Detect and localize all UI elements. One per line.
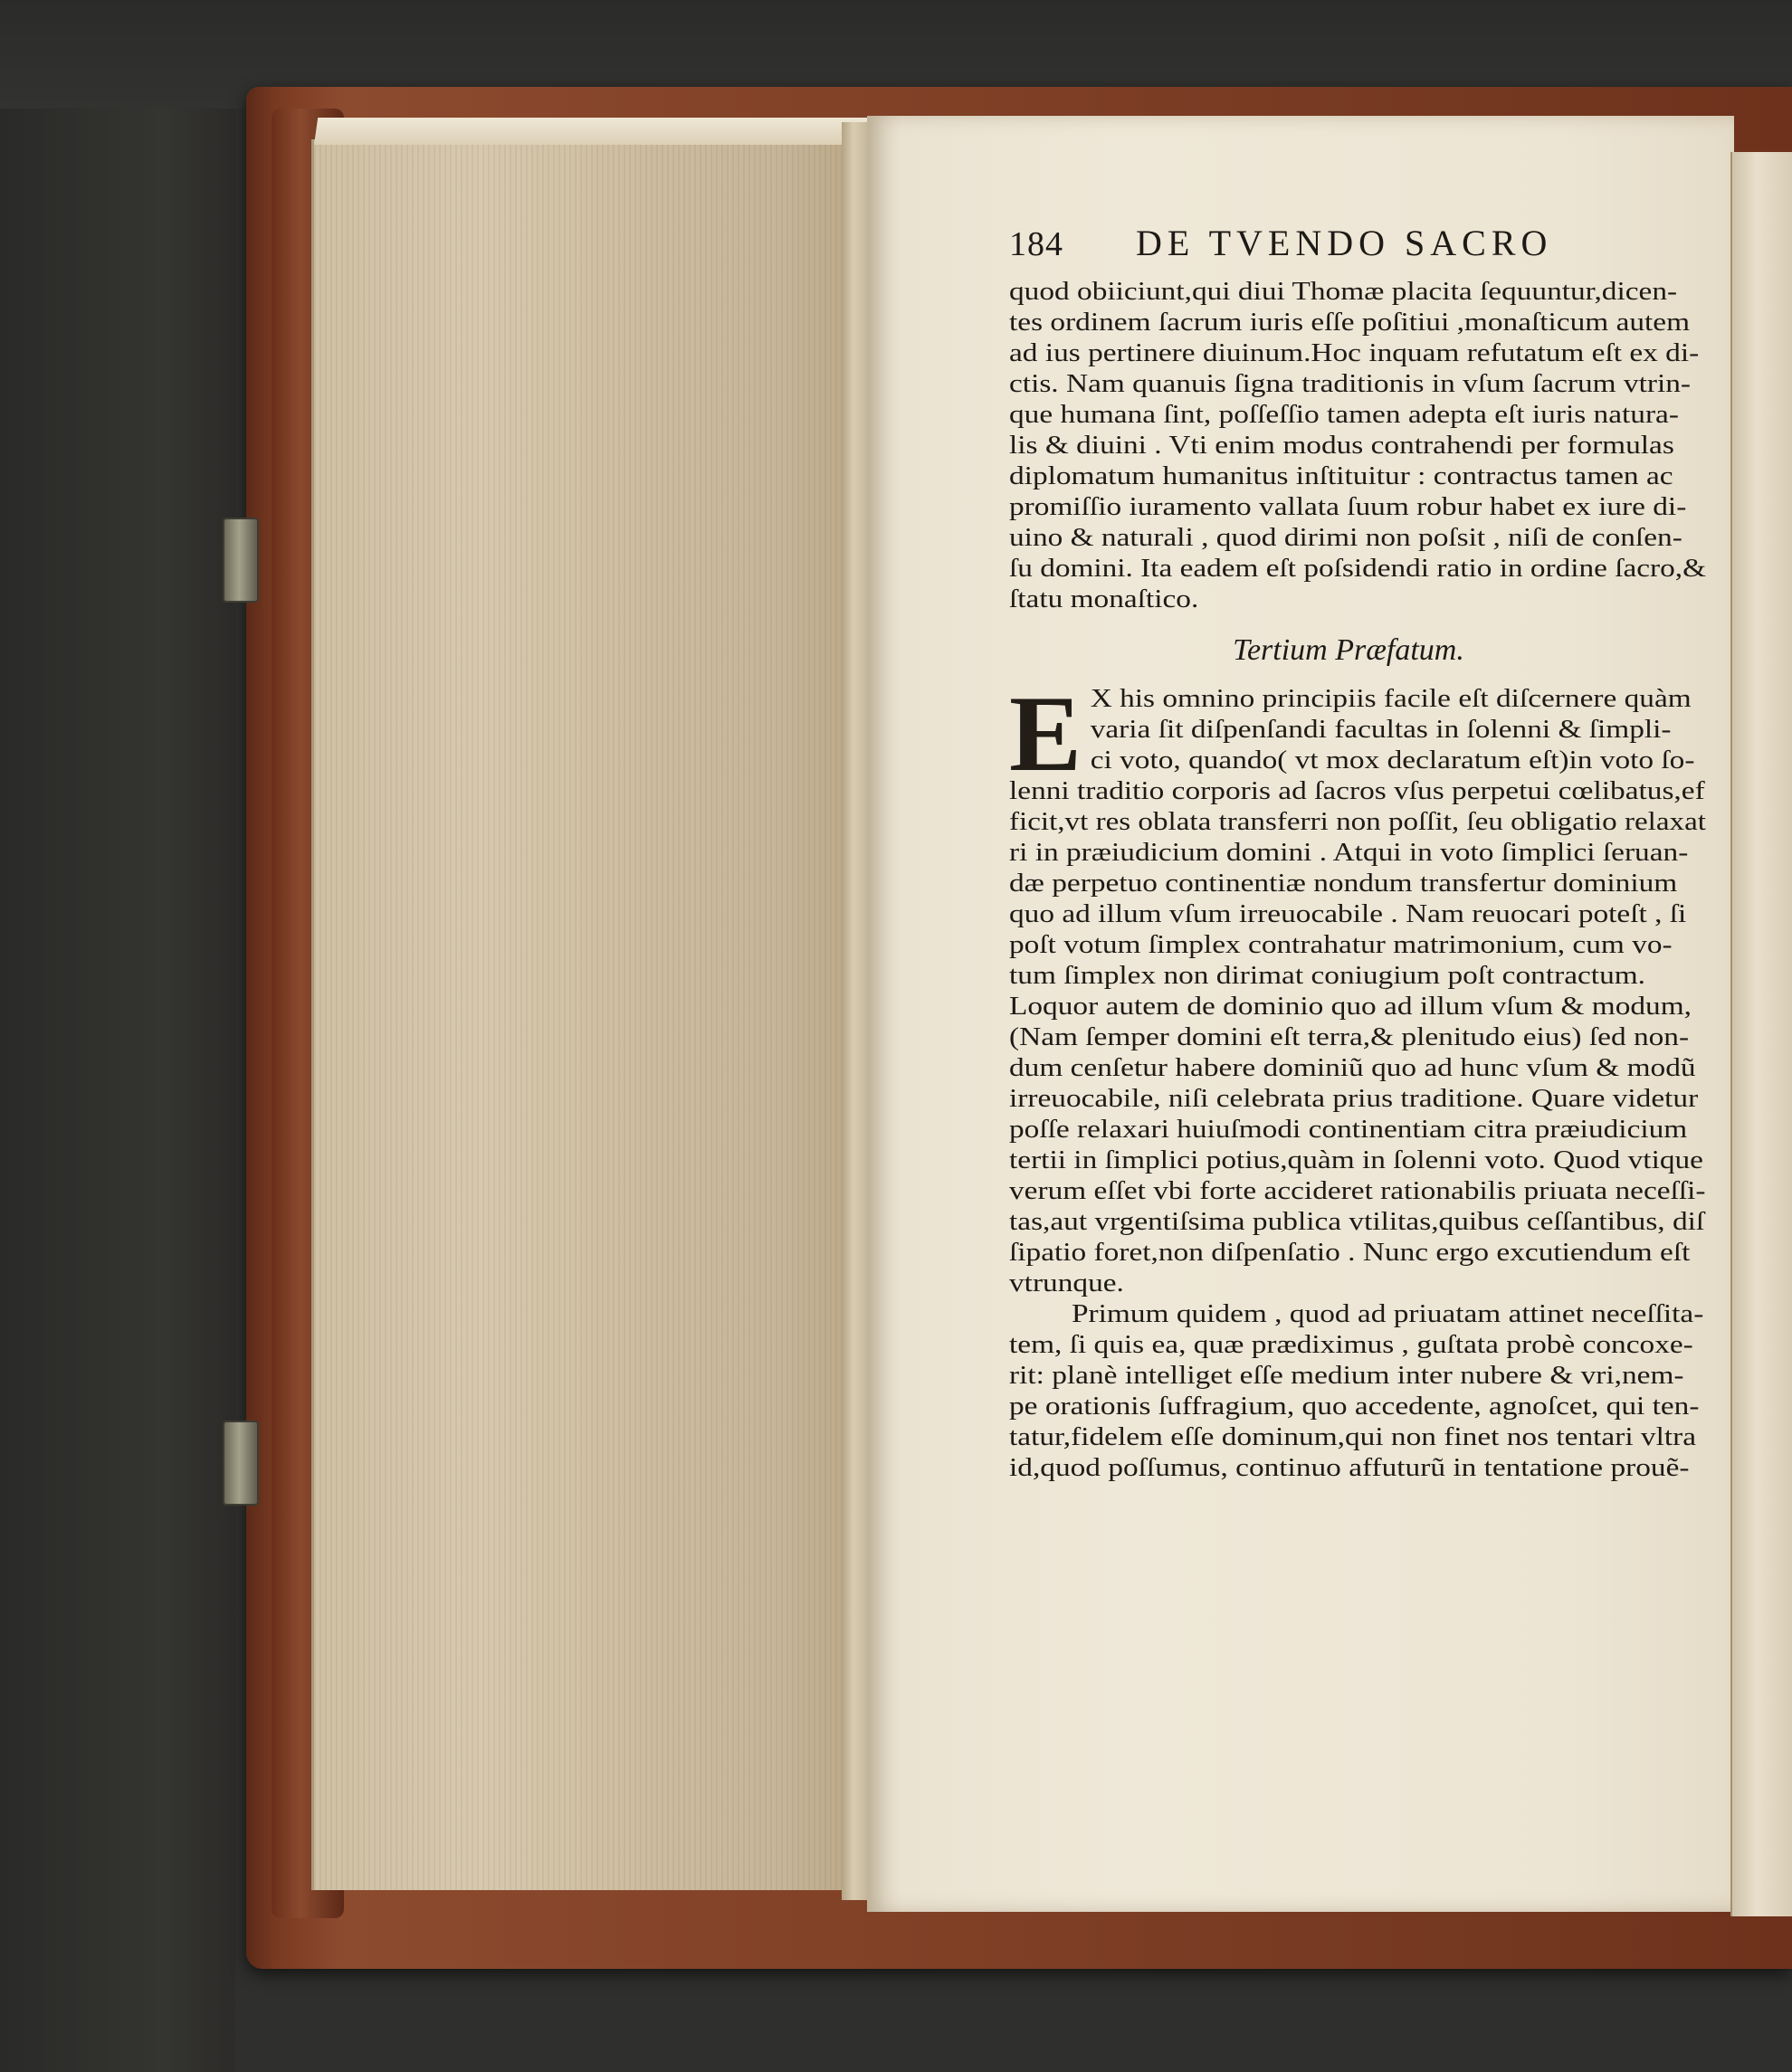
text-line: varia ſit diſpenſandi facultas in ſolenni & ſimpli-: [1090, 715, 1672, 744]
text-line: ficit,vt res oblata transferri non poſſit, ſeu obligatio relaxat: [1009, 807, 1706, 836]
paragraph-continued: [1009, 775, 1724, 1298]
background-left: [0, 0, 235, 2072]
text-line: vtrunque.: [1009, 1269, 1124, 1297]
text-line: irreuocabile, niſi celebrata prius traditione. Quare videtur: [1009, 1084, 1699, 1113]
text-line: id,quod poſſumus, continuo affuturũ in tentatione prouẽ-: [1009, 1453, 1690, 1482]
text-line: uino & naturali , quod dirimi non poſsit , niſi de conſen-: [1009, 523, 1682, 552]
clasp-upper: [223, 518, 259, 603]
text-line: X his omnino principiis facile eſt diſcernere quàm: [1090, 684, 1692, 713]
text-line: diplomatum humanitus inſtituitur : contractus tamen ac: [1009, 461, 1673, 490]
text-line: Loquor autem de dominio quo ad illum vſum & modum,: [1009, 992, 1692, 1021]
text-line: ri in præiudicium domini . Atqui in voto ſimplici ſeruan-: [1009, 838, 1689, 867]
page-number: 184: [1009, 225, 1063, 263]
section-heading: Tertium Præfatum.: [1233, 633, 1464, 667]
paragraph-primum: [1009, 1298, 1724, 1483]
text-line: ſipatio foret,non diſpenſatio . Nunc ergo excutiendum eſt: [1009, 1238, 1691, 1267]
text-line: lis & diuini . Vti enim modus contrahendi per formulas: [1009, 431, 1674, 460]
text-line: ctis. Nam quanuis ſigna traditionis in vſum ſacrum vtrin-: [1009, 369, 1692, 398]
text-line: tatur,fidelem eſſe dominum,qui non finet nos tentari vltra: [1009, 1422, 1697, 1451]
text-line: tem, ſi quis ea, quæ prædiximus , guſtata probè concoxe-: [1009, 1330, 1693, 1359]
text-line: promiſſio iuramento vallata ſuum robur habet ex iure di-: [1009, 492, 1687, 521]
page-fore-edge-block: [311, 139, 866, 1890]
text-line: verum eſſet vbi forte accideret rationabilis priuata neceſſi-: [1009, 1176, 1706, 1205]
text-line: dæ perpetuo continentiæ nondum transfertur dominium: [1009, 869, 1678, 898]
text-line: ſu domini. Ita eadem eſt poſsidendi ratio in ordine ſacro,&: [1009, 554, 1706, 583]
text-line: tum ſimplex non dirimat coniugium poſt contractum.: [1009, 961, 1646, 990]
running-title: DE TVENDO SACRO: [1136, 223, 1553, 263]
clasp-lower: [223, 1421, 259, 1506]
text-line: dum cenſetur habere dominiũ quo ad hunc vſum & modũ: [1009, 1053, 1696, 1082]
text-line: tertii in ſimplici potius,quàm in ſolenni voto. Quod vtique: [1009, 1145, 1703, 1174]
text-line: tes ordinem ſacrum iuris eſſe poſitiui ,monaſticum autem: [1009, 308, 1691, 337]
text-line: quod obiiciunt,qui diui Thomæ placita ſequuntur,dicen-: [1009, 277, 1678, 306]
page-text-block: [1009, 222, 1724, 1483]
text-line: ci voto, quando( vt mox declaratum eſt)in voto ſo-: [1090, 746, 1695, 775]
text-line: lenni traditio corporis ad ſacros vſus perpetui cœlibatus,ef: [1009, 776, 1705, 805]
text-line: Primum quidem , quod ad priuatam attinet neceſſita-: [1072, 1299, 1704, 1328]
text-line: ſtatu monaſtico.: [1009, 585, 1199, 613]
text-line: quo ad illum vſum irreuocabile . Nam reuocari poteſt , ſi: [1009, 899, 1687, 928]
text-line: rit: planè intelliget eſſe medium inter nubere & vri,nem-: [1009, 1361, 1684, 1390]
paragraph-opening: [1009, 276, 1724, 614]
drop-cap-initial: E: [1009, 673, 1082, 794]
text-line: pe orationis ſuffragium, quo accedente, agnoſcet, qui ten-: [1009, 1392, 1700, 1421]
text-line: poſt votum ſimplex contrahatur matrimonium, cum vo-: [1009, 930, 1673, 959]
text-line: ad ius pertinere diuinum.Hoc inquam refutatum eſt ex di-: [1009, 338, 1700, 367]
text-line: que humana ſint, poſſeſſio tamen adepta eſt iuris natura-: [1009, 400, 1679, 429]
text-line: poſſe relaxari huiuſmodi continentiam citra præiudicium: [1009, 1115, 1688, 1144]
text-line: tas,aut vrgentiſsima publica vtilitas,quibus ceſſantibus, diſ: [1009, 1207, 1705, 1236]
text-line: (Nam ſemper domini eſt terra,& plenitudo eius) ſed non-: [1009, 1022, 1690, 1051]
running-head: [1009, 222, 1724, 265]
